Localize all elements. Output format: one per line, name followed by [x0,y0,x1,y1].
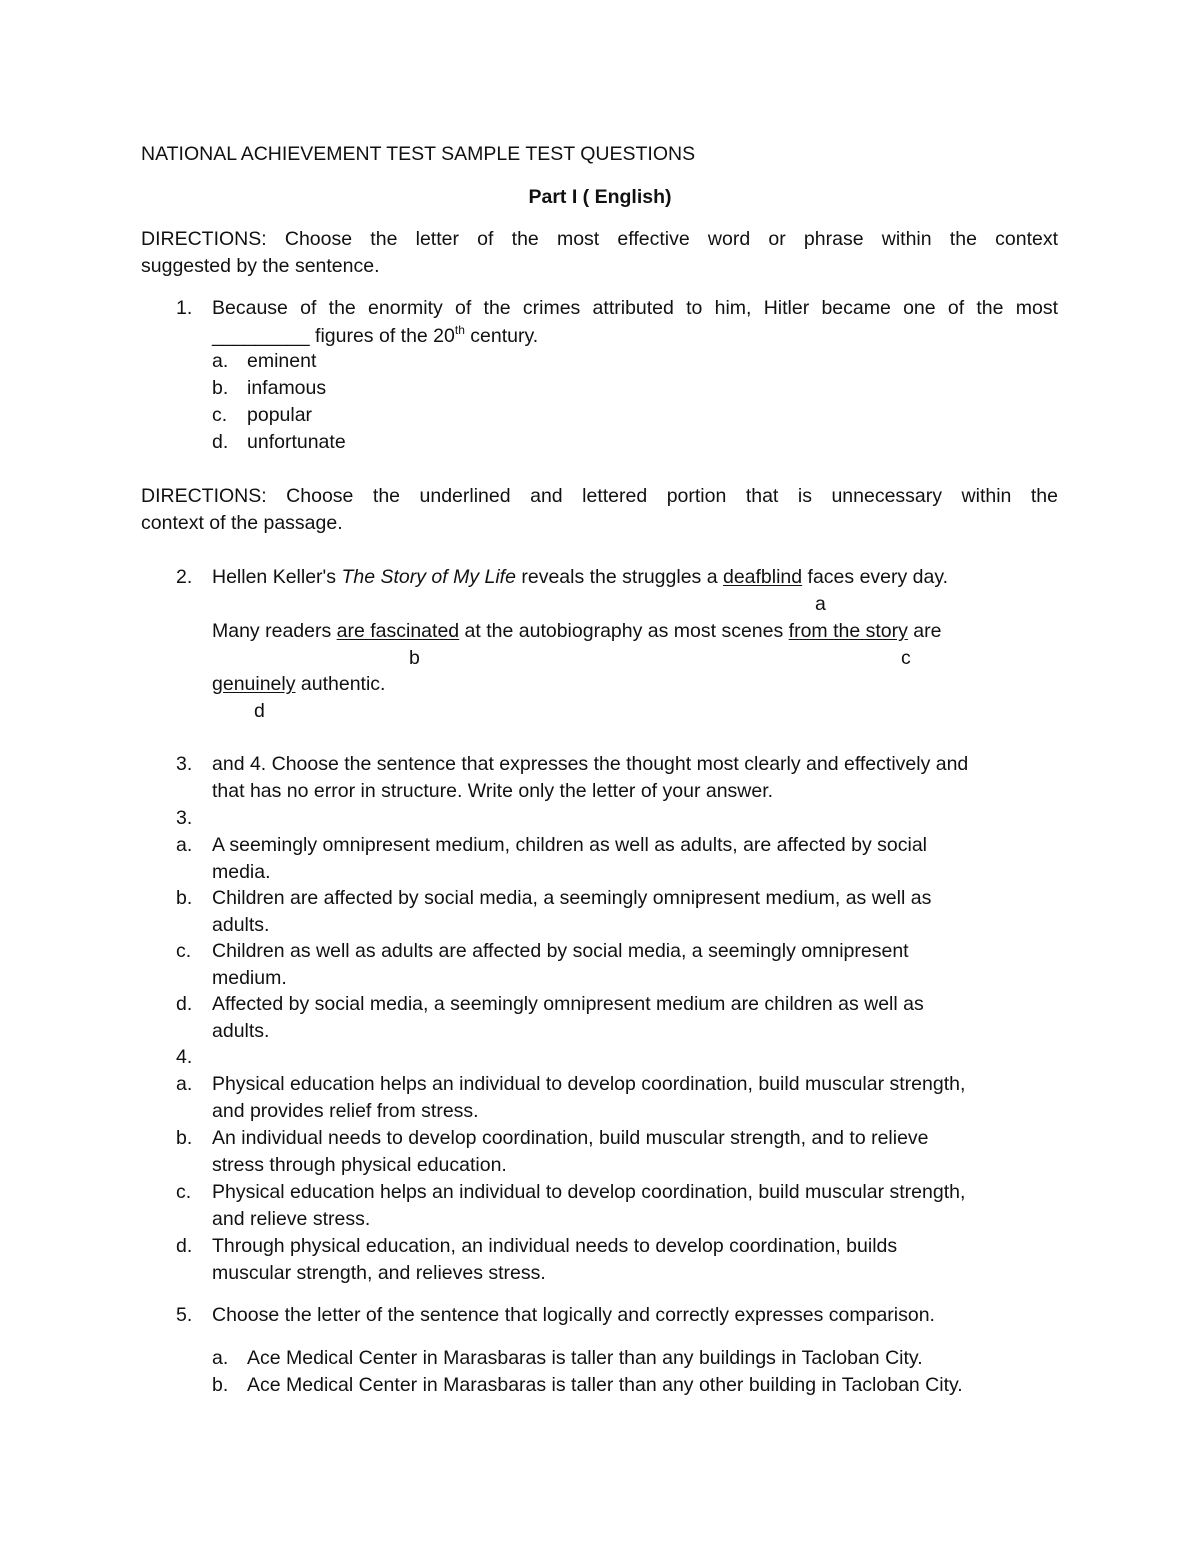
question-1-number: 1. [176,297,193,319]
question-3-4-line-1: and 4. Choose the sentence that expresses the thought most clearly and effectively and [212,753,969,775]
option-text-cont: medium. [212,967,287,989]
option-letter: c. [176,940,192,962]
question-2-line-2: Many readers are fascinated at the autobiography as most scenes from the story are [212,620,942,642]
portion-label-a: a [815,593,826,615]
option-text: Ace Medical Center in Marasbaras is taller than any buildings in Tacloban City. [247,1347,923,1369]
underlined-portion-c: from the story [788,620,908,642]
question-2-number: 2. [176,566,193,588]
option-text-cont: and provides relief from stress. [212,1100,479,1122]
option-text: Ace Medical Center in Marasbaras is taller than any other building in Tacloban City. [247,1374,963,1396]
portion-label-c: c [901,647,911,669]
option-letter: b. [176,1127,193,1149]
sub-question-4: 4. [176,1046,193,1068]
option-letter: b. [212,377,229,399]
sub-question-3: 3. [176,807,193,829]
option-letter: a. [176,834,193,856]
option-letter: a. [212,1347,229,1369]
option-text: Children as well as adults are affected by social media, a seemingly omnipresent [212,940,909,962]
option-text-cont: adults. [212,1020,270,1042]
directions-1-line-2: suggested by the sentence. [141,255,380,277]
question-3-4-line-2: that has no error in structure. Write only the letter of your answer. [212,780,774,802]
directions-1-line-1: DIRECTIONS: Choose the letter of the most effective word or phrase within the context [141,228,1058,250]
option-text: An individual needs to develop coordination, build muscular strength, and to relieve [212,1127,929,1149]
option-text: A seemingly omnipresent medium, children as well as adults, are affected by social [212,834,927,856]
option-letter: c. [212,404,228,426]
option-letter: a. [176,1073,193,1095]
option-text: Children are affected by social media, a seemingly omnipresent medium, as well as [212,887,932,909]
directions-2-line-2: context of the passage. [141,512,343,534]
book-title: The Story of My Life [341,566,516,588]
option-text-cont: adults. [212,914,270,936]
question-5-number: 5. [176,1304,193,1326]
option-letter: a. [212,350,229,372]
option-text: Physical education helps an individual to develop coordination, build muscular strength, [212,1073,966,1095]
question-2-line-1: Hellen Keller's The Story of My Life reveals the struggles a deafblind faces every day. [212,566,949,588]
option-text-cont: muscular strength, and relieves stress. [212,1262,546,1284]
option-text-cont: media. [212,861,271,883]
underlined-portion-a: deafblind [722,566,803,588]
document-title: NATIONAL ACHIEVEMENT TEST SAMPLE TEST QUESTIONS [141,143,696,165]
answer-blank: _________ [212,325,310,347]
option-text: Physical education helps an individual to develop coordination, build muscular strength, [212,1181,966,1203]
question-1-line-2: _________ figures of the 20th century. [212,323,539,347]
option-letter: d. [176,1235,193,1257]
option-text: popular [247,404,313,426]
option-letter: d. [212,431,229,453]
option-letter: b. [176,887,193,909]
portion-label-b: b [409,647,420,669]
part-heading: Part I ( English) [528,186,672,208]
question-1-line-1: Because of the enormity of the crimes attributed to him, Hitler became one of the most [212,297,1058,319]
ordinal-suffix: th [454,323,465,337]
option-letter: b. [212,1374,229,1396]
option-text: Through physical education, an individual needs to develop coordination, builds [212,1235,898,1257]
underlined-portion-b: are fascinated [336,620,460,642]
option-text: infamous [247,377,327,399]
underlined-portion-d: genuinely [212,673,296,695]
option-text: eminent [247,350,317,372]
option-text: unfortunate [247,431,346,453]
question-2-line-3: genuinely authentic. [212,673,386,695]
question-3-number: 3. [176,753,193,775]
directions-2-line-1: DIRECTIONS: Choose the underlined and lettered portion that is unnecessary within the [141,485,1058,507]
option-text-cont: and relieve stress. [212,1208,371,1230]
option-text: Affected by social media, a seemingly omnipresent medium are children as well as [212,993,924,1015]
question-5-text: Choose the letter of the sentence that logically and correctly expresses comparison. [212,1304,935,1326]
option-text-cont: stress through physical education. [212,1154,507,1176]
portion-label-d: d [254,700,265,722]
option-letter: d. [176,993,193,1015]
option-letter: c. [176,1181,192,1203]
